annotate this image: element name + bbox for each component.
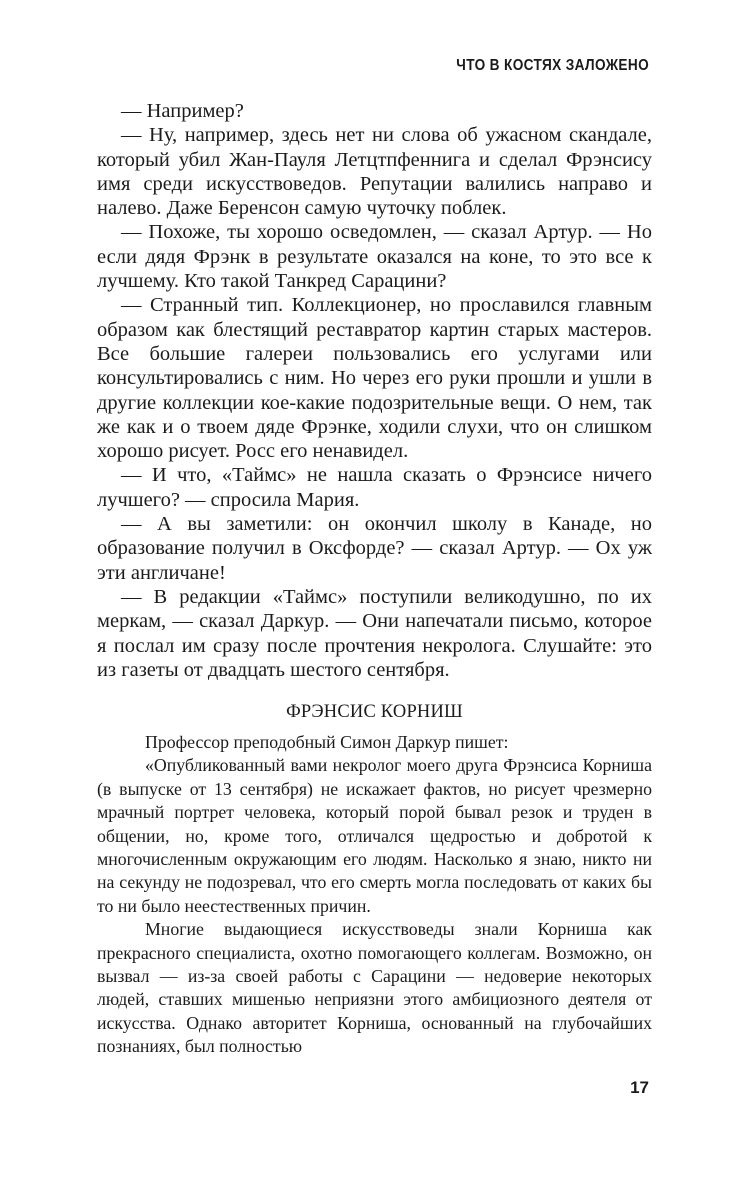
running-head: ЧТО В КОСТЯХ ЗАЛОЖЕНО bbox=[456, 57, 649, 74]
dialogue-paragraph: — В редакции «Таймс» поступили великодушно, по их меркам, — сказал Даркур. — Они напечатали письмо, которое я послал им сразу после прочтения некролога. Слушайте: это из газеты от двадцать шестого сентября. bbox=[97, 585, 652, 681]
letter-text bbox=[97, 731, 652, 1059]
letter-heading: ФРЭНСИС КОРНИШ bbox=[286, 702, 463, 722]
page-number: 17 bbox=[630, 1078, 649, 1097]
letter-paragraph: «Опубликованный вами некролог моего друга Фрэнсиса Корниша (в выпуске от 13 сентября) не искажает фактов, но рисует чрезмерно мрачный портрет человека, который порой бывал резок и труден в общении, но, кроме того, отличался щедростью и добротой к многочисленным окружающим его людям. Насколько я знаю, никто ни на секунду не подозревал, что его смерть могла последовать от каких бы то ни было неестественных причин. bbox=[97, 755, 652, 916]
dialogue-paragraph: — И что, «Таймс» не нашла сказать о Фрэнсисе ничего лучшего? — спросила Мария. bbox=[97, 464, 652, 511]
dialogue-paragraph: — Странный тип. Коллекционер, но прославился главным образом как блестящий реставратор картин старых мастеров. Все большие галереи пользовались его услугами или консультировались с ним. Но через его руки прошли и ушли в другие коллекции кое-какие подозрительные вещи. О нем, так же как и о твоем дяде Фрэнке, ходили слухи, что он слишком хорошо рисует. Росс его ненавидел. bbox=[97, 294, 652, 463]
dialogue-paragraph: — А вы заметили: он окончил школу в Канаде, но образование получил в Оксфорде? — сказал Артур. — Ох уж эти англичане! bbox=[97, 513, 652, 584]
dialogue-paragraph: — Ну, например, здесь нет ни слова об ужасном скандале, который убил Жан-Пауля Летцтпфеннига и сделал Фрэнсису имя среди искусствоведов. Репутации валились направо и налево. Даже Беренсон самую чуточку поблек. bbox=[97, 124, 652, 220]
dialogue-paragraph: — Например? bbox=[121, 100, 244, 122]
letter-paragraph: Многие выдающиеся искусствоведы знали Корниша как прекрасного специалиста, охотно помогающего коллегам. Возможно, он вызвал — из-за своей работы с Сарацини — недоверие некоторых людей, ставших мишенью неприязни этого амбициозного деятеля от искусства. Однако авторитет Корниша, основанный на глубочайших познаниях, был полностью bbox=[97, 919, 652, 1057]
letter-intro: Профессор преподобный Симон Даркур пишет: bbox=[145, 732, 509, 752]
dialogue-text bbox=[97, 99, 652, 682]
dialogue-paragraph: — Похоже, ты хорошо осведомлен, — сказал Артур. — Но если дядя Фрэнк в результате оказался на коне, то это все к лучшему. Кто такой Танкред Сарацини? bbox=[97, 221, 652, 293]
